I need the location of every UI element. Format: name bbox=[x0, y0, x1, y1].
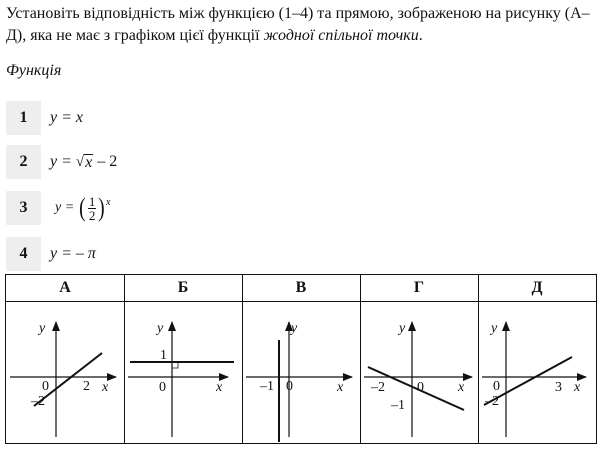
y-axis-label: y bbox=[491, 321, 498, 336]
y-axis-label: y bbox=[399, 321, 406, 336]
tick-label: –1 bbox=[391, 398, 405, 413]
graph-e bbox=[478, 302, 596, 442]
x-axis-label: x bbox=[216, 380, 223, 395]
tick-label: 0 bbox=[493, 379, 500, 394]
graph-cell-e bbox=[478, 275, 596, 443]
power-expression: ( $\frac{1}{2}$ ) $^x$ bbox=[79, 193, 111, 223]
task-text-2: . bbox=[418, 27, 423, 44]
function-number: 4 bbox=[6, 237, 41, 271]
task-text-1: Установіть відповідність між функцією (1–4) та прямою, зображеною на рисунку (А–Д), яка не має з графіком цієї функції bbox=[6, 5, 590, 44]
tick-label: –2 bbox=[371, 380, 385, 395]
graph-letter: В bbox=[242, 275, 360, 302]
graph-letter: Г bbox=[360, 275, 478, 302]
graph-letter: Д bbox=[478, 275, 596, 302]
task-statement bbox=[6, 3, 598, 47]
fraction bbox=[88, 195, 97, 222]
tick-label: 0 bbox=[286, 379, 293, 394]
function-row-1 bbox=[6, 101, 326, 135]
graph-cell-c bbox=[242, 275, 360, 443]
graph-c bbox=[242, 302, 360, 442]
functions-title: Функція bbox=[6, 62, 62, 79]
y-axis-label: y bbox=[39, 321, 46, 336]
sqrt-radicand: x bbox=[85, 153, 93, 171]
function-row-2 bbox=[6, 145, 326, 179]
tick-label: 2 bbox=[83, 379, 90, 394]
graph-cell-a bbox=[6, 275, 124, 443]
function-number: 2 bbox=[6, 145, 41, 179]
graph-letter: А bbox=[6, 275, 124, 302]
y-axis-label: y bbox=[157, 321, 164, 336]
graph-cell-b bbox=[124, 275, 242, 443]
tick-label: 1 bbox=[160, 348, 167, 363]
function-lhs: y = bbox=[55, 200, 75, 215]
function-number: 3 bbox=[6, 191, 41, 225]
function-rest: – 2 bbox=[97, 153, 118, 170]
function-row-4 bbox=[6, 237, 326, 271]
function-lhs: y = bbox=[50, 153, 72, 170]
tick-label: –2 bbox=[485, 394, 499, 409]
function-expression bbox=[50, 145, 117, 179]
function-number: 1 bbox=[6, 101, 41, 135]
function-expression bbox=[55, 191, 110, 225]
graphs-table bbox=[5, 274, 597, 444]
function-expression: y = x bbox=[50, 109, 83, 126]
task-text-italic: жодної спільної точки bbox=[263, 27, 419, 44]
tick-label: –1 bbox=[260, 379, 274, 394]
graph-a bbox=[6, 302, 124, 442]
x-axis-label: x bbox=[458, 380, 465, 395]
function-row-3 bbox=[6, 191, 326, 225]
x-axis-label: x bbox=[102, 380, 109, 395]
y-axis-label: y bbox=[291, 321, 298, 336]
tick-label: 3 bbox=[555, 380, 562, 395]
tick-label: 0 bbox=[42, 379, 49, 394]
tick-label: 0 bbox=[159, 380, 166, 395]
x-axis-label: x bbox=[574, 380, 581, 395]
function-expression: y = – π bbox=[50, 245, 96, 262]
graph-cell-d bbox=[360, 275, 478, 443]
graph-letter: Б bbox=[124, 275, 242, 302]
tick-label: 0 bbox=[417, 380, 424, 395]
fraction-numerator: 1 bbox=[88, 193, 96, 209]
fraction-denominator: 2 bbox=[88, 207, 96, 223]
x-axis-label: x bbox=[337, 380, 344, 395]
tick-label: –2 bbox=[31, 394, 45, 409]
graph-b bbox=[124, 302, 242, 442]
graph-d bbox=[360, 302, 478, 442]
sqrt-expression: √ x bbox=[75, 153, 93, 171]
exponent: x bbox=[106, 196, 111, 208]
